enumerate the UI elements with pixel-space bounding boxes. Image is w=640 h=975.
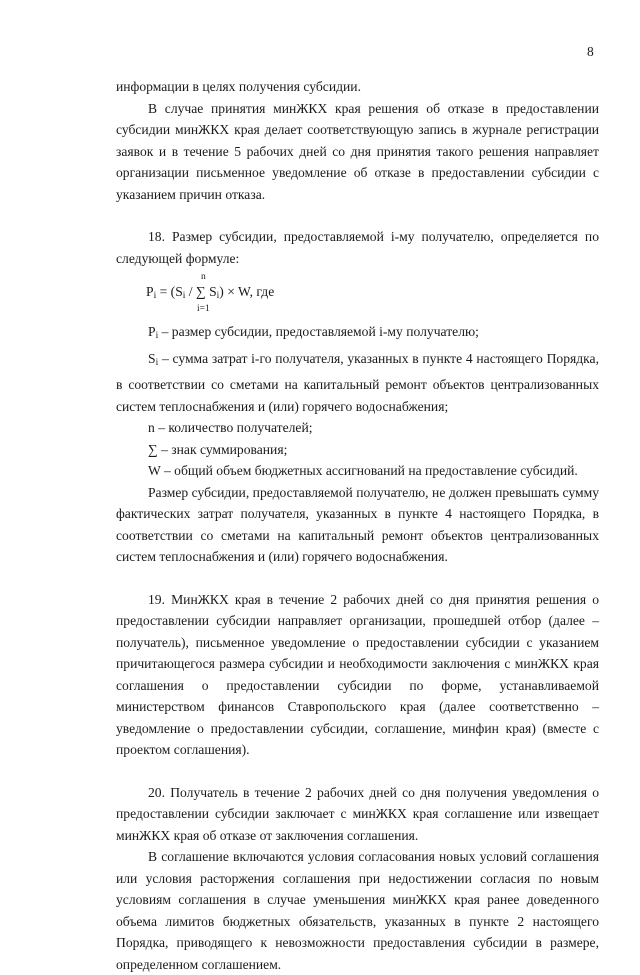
paragraph-19: 19. МинЖКХ края в течение 2 рабочих дней со дня принятия решения о предоставлении субсидии направляет организации, прошедшей отбор (далее – получатель), письменное уведомление о предоставлении субсидии с указанием причитающегося размера субсидии и необходимости заключения с минЖКХ края соглашения о предоставлении субсидии по форме, устанавливаемой министерством финансов Ставропольского края (далее соответственно – уведомление о предоставлении субсидии, соглашение, минфин края) (вместе с проектом соглашения). xyxy=(116,591,599,757)
paragraph-18: 18. Размер субсидии, предоставляемой i-му получателю, определяется по следующей формуле: xyxy=(116,229,599,266)
page-number: 8 xyxy=(587,44,594,59)
paragraph-gap xyxy=(116,761,599,782)
paragraph-continuation: информации в целях получения субсидии. xyxy=(116,79,361,94)
definition-sum: ∑ – знак суммирования; xyxy=(148,441,288,457)
formula-expression: $P_i = (S_i$ / ∑ $S_i) \times W$, где xyxy=(146,284,275,301)
paragraph-gap xyxy=(116,568,599,589)
paragraph-20-agreement: В соглашение включаются условия согласования новых условий соглашения или условия расторжения соглашения при недостижении согласия по новым условиям соглашения в случае уменьшения минЖКХ края ранее доведенного объема лимитов бюджетных обязательств, указанных в пункте 2 настоящего Порядка, приводящего к невозможности предоставления субсидии в размере, определенном соглашением. xyxy=(116,849,599,972)
document-body xyxy=(116,76,599,975)
paragraph-gap xyxy=(116,205,599,226)
definition-w: W – общий объем бюджетных ассигнований на предоставление субсидий. xyxy=(148,463,578,478)
definition-s: $S_i$ – сумма затрат i-го получателя, указанных в пункте 4 настоящего Порядка, в соответствии со сметами на капитальный ремонт объектов централизованных систем теплоснабжения и (или) горячего водоснабжения; xyxy=(116,350,599,414)
formula-sum-upper-limit: n xyxy=(201,272,206,282)
paragraph-20: 20. Получатель в течение 2 рабочих дней со дня получения уведомления о предоставлении субсидии заключает с минЖКХ края соглашение или извещает минЖКХ края об отказе от заключения соглашения. xyxy=(116,784,599,843)
definition-p: $P_i$ – размер субсидии, предоставляемой i-му получателю; xyxy=(148,324,479,341)
subsidy-formula xyxy=(116,269,599,319)
paragraph-limit: Размер субсидии, предоставляемой получателю, не должен превышать сумму фактических затрат получателя, указанных в пункте 4 настоящего Порядка, в соответствии со сметами на капитальный ремонт объектов централизованных систем теплоснабжения и (или) горячего водоснабжения. xyxy=(116,484,599,564)
formula-sum-lower-limit: i=1 xyxy=(197,304,210,314)
definition-n: n – количество получателей; xyxy=(148,420,313,435)
paragraph-refusal: В случае принятия минЖКХ края решения об отказе в предоставлении субсидии минЖКХ края делает соответствующую запись в журнале регистрации заявок и в течение 5 рабочих дней со дня принятия такого решения направляет организации письменное уведомление об отказе в предоставлении субсидии с указанием причин отказа. xyxy=(116,100,599,202)
